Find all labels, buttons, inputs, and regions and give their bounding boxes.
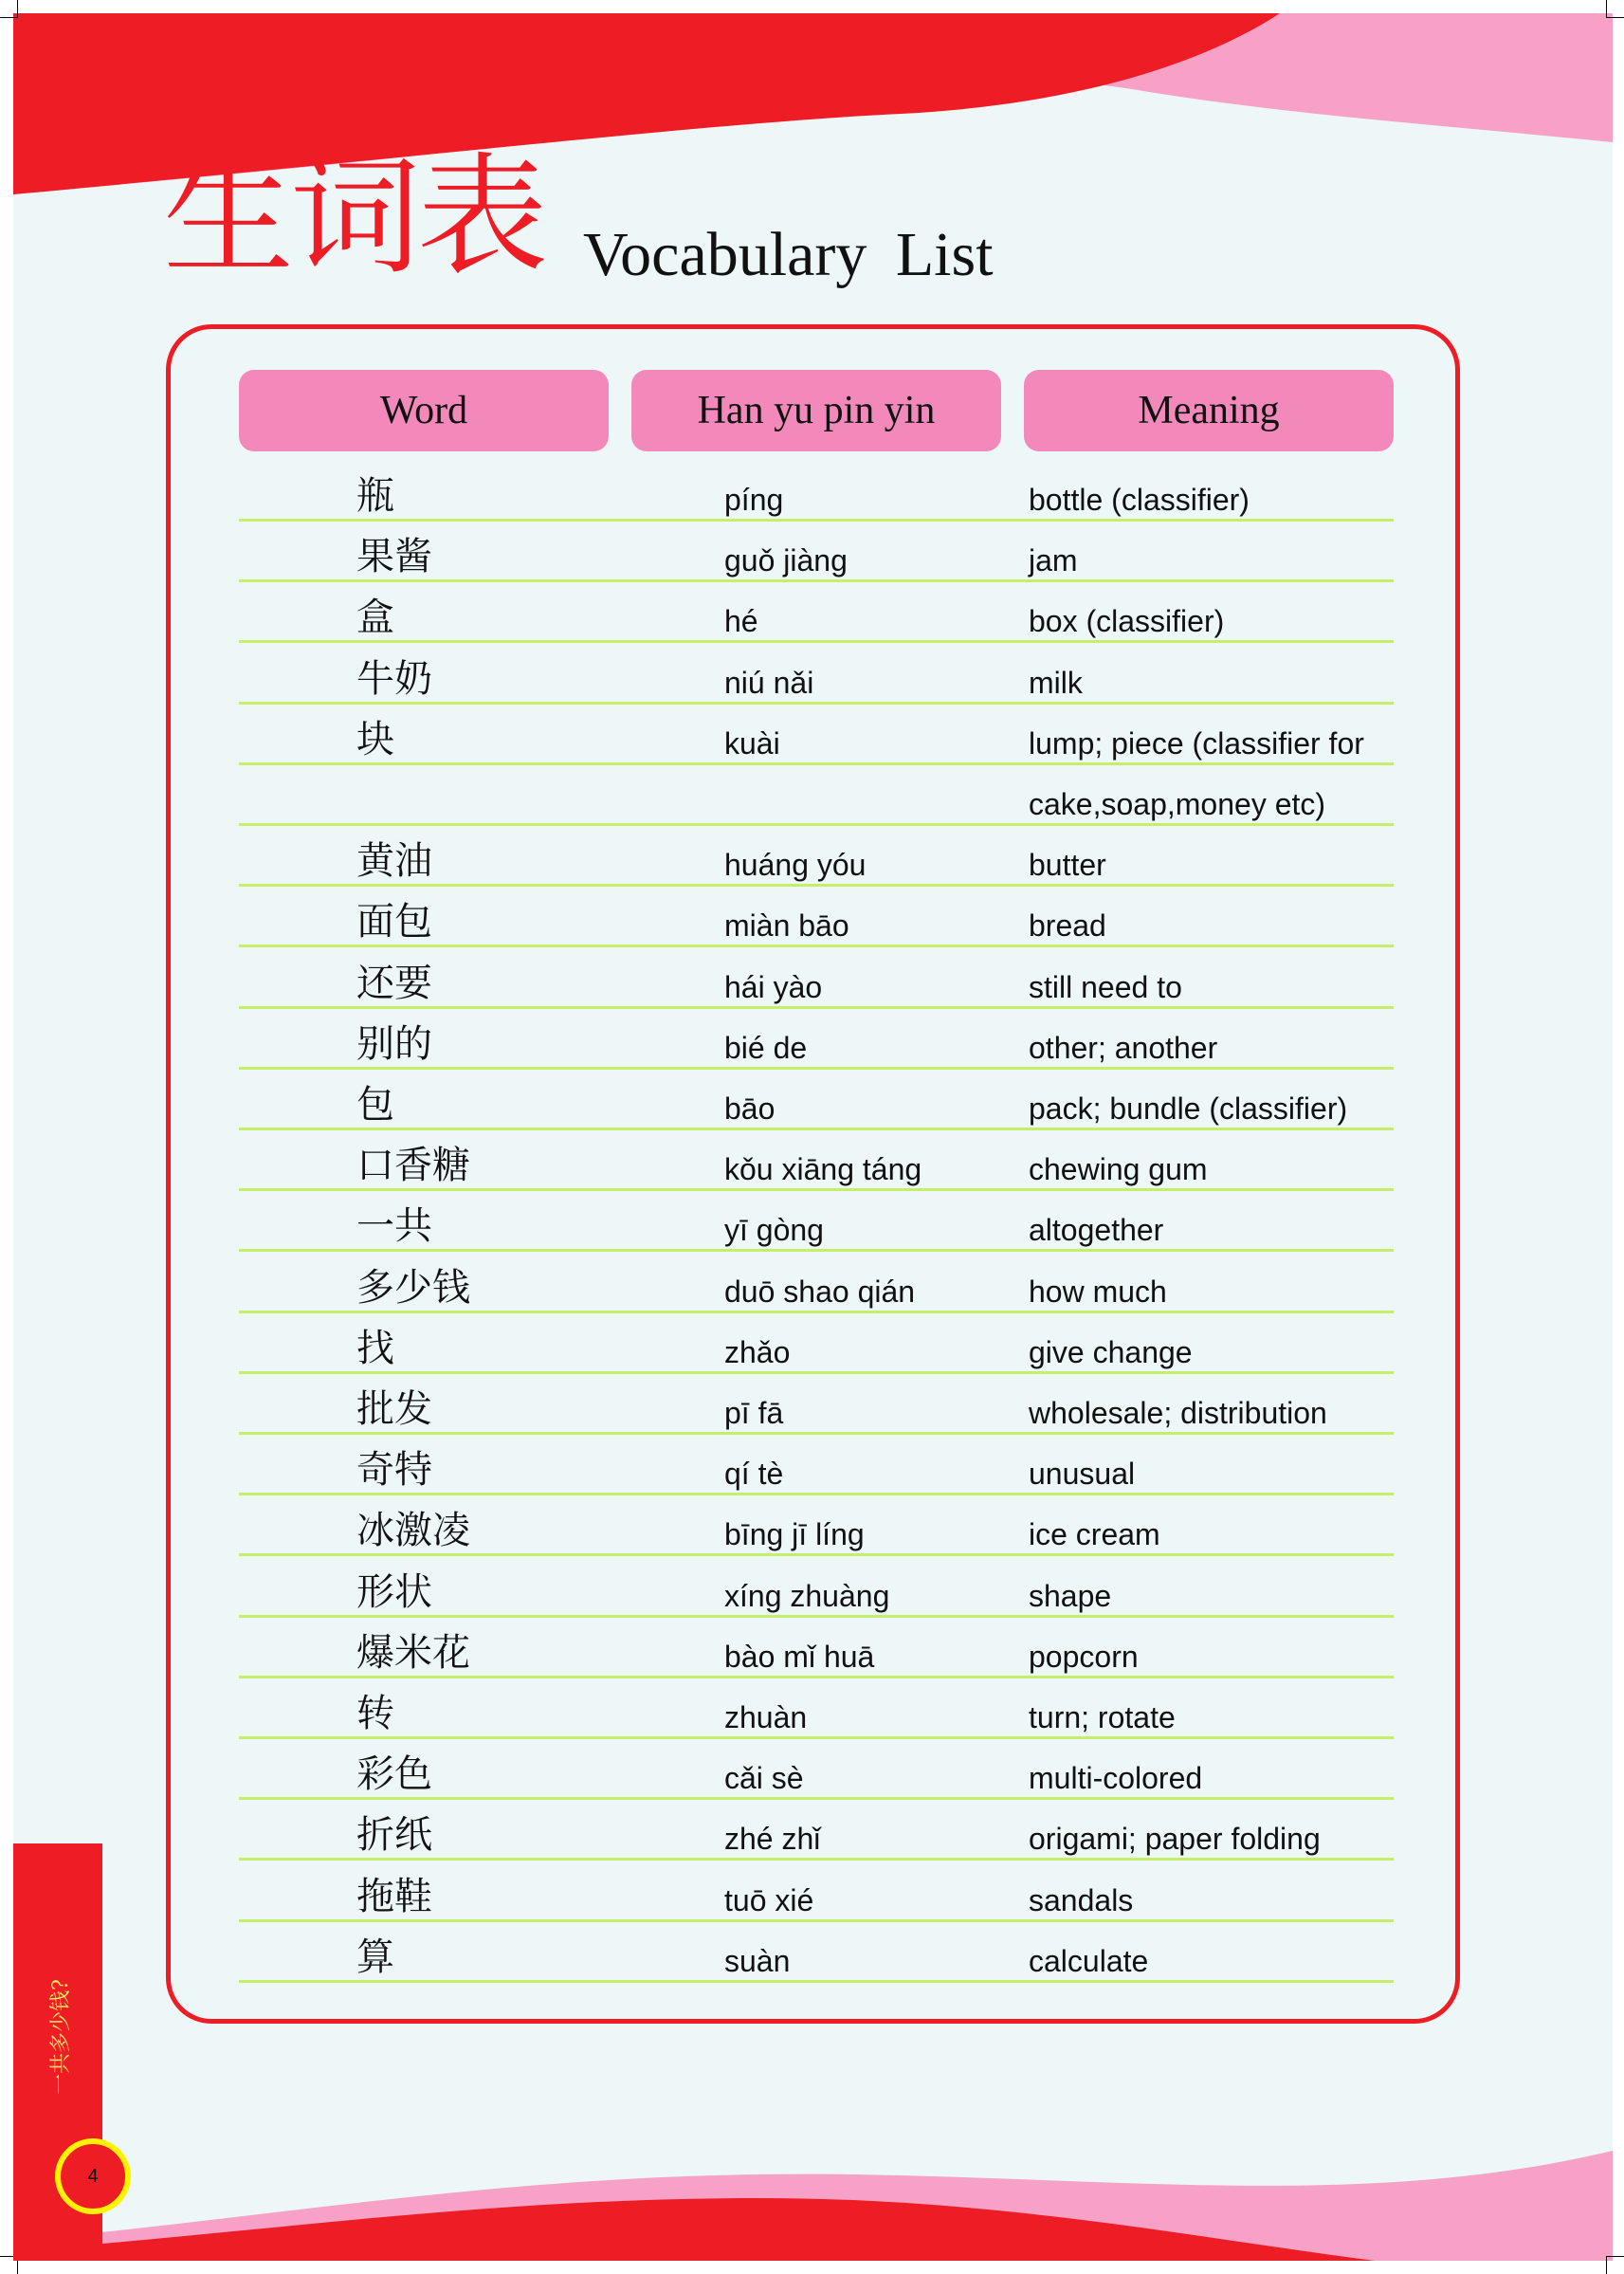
table-row <box>239 1067 1394 1130</box>
table-row <box>239 1797 1394 1861</box>
table-row <box>239 1736 1394 1800</box>
vocab-pinyin: pī fā <box>724 1396 784 1430</box>
vocab-meaning: pack; bundle (classifier) <box>1029 1091 1348 1126</box>
vocab-word: 果酱 <box>356 535 432 579</box>
vocab-pinyin: kuài <box>724 725 780 761</box>
vocab-pinyin: bīng jī líng <box>724 1517 865 1552</box>
vocab-pinyin: niú nǎi <box>724 665 814 700</box>
header-word: Word <box>239 370 609 451</box>
table-row <box>239 1919 1394 1983</box>
vocab-meaning: sandals <box>1029 1882 1134 1917</box>
table-row <box>239 1493 1394 1556</box>
vocab-pinyin: yī gòng <box>724 1213 824 1248</box>
header-pinyin: Han yu pin yin <box>631 370 1001 451</box>
table-row <box>239 1371 1394 1435</box>
vocab-meaning: unusual <box>1029 1457 1136 1492</box>
vocab-word: 冰激凌 <box>356 1509 470 1553</box>
crop-mark-bottom-right <box>1606 2256 1624 2274</box>
vocab-word: 找 <box>356 1326 394 1370</box>
vocab-word: 牛奶 <box>356 656 432 701</box>
vocab-meaning: calculate <box>1029 1943 1149 1978</box>
vocab-word: 拖鞋 <box>356 1874 432 1918</box>
table-row <box>239 1432 1394 1495</box>
vocab-word: 瓶 <box>356 474 394 518</box>
vocab-meaning: chewing gum <box>1029 1152 1208 1187</box>
vocab-pinyin: hái yào <box>724 969 823 1004</box>
vocab-word: 别的 <box>356 1021 432 1066</box>
vocab-pinyin: cǎi sè <box>724 1761 804 1796</box>
vocab-word: 包 <box>356 1083 394 1127</box>
vocab-word: 面包 <box>356 900 432 944</box>
vocab-pinyin: bāo <box>724 1091 776 1126</box>
vocab-meaning: milk <box>1029 665 1083 700</box>
vocab-meaning: turn; rotate <box>1029 1700 1176 1734</box>
vocab-pinyin: zhǎo <box>724 1334 791 1369</box>
side-tab-label: 一共多少钱? <box>48 1979 73 2095</box>
vocab-word: 形状 <box>356 1569 432 1614</box>
vocab-meaning: bread <box>1029 908 1106 944</box>
table-row <box>239 823 1394 887</box>
vocab-word: 彩色 <box>356 1752 432 1797</box>
vocab-word: 爆米花 <box>356 1630 470 1675</box>
vocab-pinyin: hé <box>724 604 758 639</box>
vocab-word: 折纸 <box>356 1813 432 1858</box>
table-row <box>239 945 1394 1009</box>
vocab-meaning: origami; paper folding <box>1029 1822 1321 1857</box>
table-row <box>239 519 1394 582</box>
vocab-pinyin: duō shao qián <box>724 1274 916 1309</box>
vocab-meaning: shape <box>1029 1578 1112 1613</box>
vocab-meaning: how much <box>1029 1274 1167 1309</box>
vocab-word: 盒 <box>356 596 394 640</box>
vocab-pinyin: suàn <box>724 1943 791 1978</box>
vocab-word: 黄油 <box>356 839 432 884</box>
vocab-word: 转 <box>356 1692 394 1735</box>
vocab-meaning: give change <box>1029 1334 1193 1369</box>
vocab-pinyin: píng <box>724 483 784 517</box>
table-row <box>239 884 1394 947</box>
table-row <box>239 579 1394 643</box>
table-row <box>239 1128 1394 1191</box>
table-row <box>239 1250 1394 1313</box>
vocab-meaning: multi-colored <box>1029 1761 1203 1796</box>
vocab-word: 奇特 <box>356 1448 432 1493</box>
vocab-pinyin: zhuàn <box>724 1700 808 1734</box>
table-row <box>239 1188 1394 1252</box>
vocab-word: 算 <box>356 1935 394 1979</box>
table-row <box>239 1554 1394 1618</box>
vocab-pinyin: qí tè <box>724 1457 784 1492</box>
table-row <box>239 1676 1394 1739</box>
crop-mark-top-right <box>1606 0 1624 18</box>
vocab-meaning: other; another <box>1029 1030 1218 1065</box>
vocab-pinyin: miàn bāo <box>724 908 849 944</box>
vocab-meaning: bottle (classifier) <box>1029 483 1250 517</box>
vocab-pinyin: guǒ jiàng <box>724 543 848 578</box>
header-meaning: Meaning <box>1024 370 1394 451</box>
vocab-pinyin: tuō xié <box>724 1882 814 1917</box>
table-row <box>239 1615 1394 1678</box>
vocab-word: 还要 <box>356 961 432 1005</box>
vocab-meaning: jam <box>1029 543 1078 578</box>
page-title-chinese: 生词表 <box>163 140 545 293</box>
page-title-english: Vocabulary List <box>583 220 994 289</box>
vocab-meaning: ice cream <box>1029 1517 1160 1552</box>
vocab-meaning: lump; piece (classifier for <box>1029 725 1364 761</box>
table-row <box>239 762 1394 826</box>
vocab-meaning: butter <box>1029 848 1106 883</box>
vocab-pinyin: zhé zhǐ <box>724 1822 821 1857</box>
vocab-word: 口香糖 <box>356 1144 470 1188</box>
vocab-meaning: wholesale; distribution <box>1029 1396 1327 1430</box>
page-number: 4 <box>55 2138 131 2214</box>
vocab-pinyin: kǒu xiāng táng <box>724 1152 922 1187</box>
vocab-meaning: still need to <box>1029 969 1182 1004</box>
bottom-wave-decoration <box>0 2132 1624 2274</box>
vocab-word: 批发 <box>356 1387 432 1431</box>
table-row <box>239 641 1394 705</box>
table-row <box>239 1006 1394 1070</box>
vocab-pinyin: xíng zhuàng <box>724 1578 890 1613</box>
vocab-word: 多少钱 <box>356 1265 470 1310</box>
vocab-word: 块 <box>356 717 394 761</box>
vocab-pinyin: bào mǐ huā <box>724 1639 875 1674</box>
table-row <box>239 1311 1394 1374</box>
crop-mark-top-left <box>0 0 18 18</box>
vocab-meaning: cake,soap,money etc) <box>1029 787 1326 821</box>
table-row <box>239 702 1394 765</box>
vocab-meaning: popcorn <box>1029 1639 1139 1674</box>
vocab-word: 一共 <box>356 1204 432 1249</box>
vocab-pinyin: huáng yóu <box>724 848 867 883</box>
vocab-pinyin: bié de <box>724 1030 808 1065</box>
vocab-meaning: altogether <box>1029 1213 1164 1248</box>
vocab-meaning: box (classifier) <box>1029 604 1225 639</box>
table-row <box>239 1859 1394 1922</box>
table-row <box>239 458 1394 522</box>
